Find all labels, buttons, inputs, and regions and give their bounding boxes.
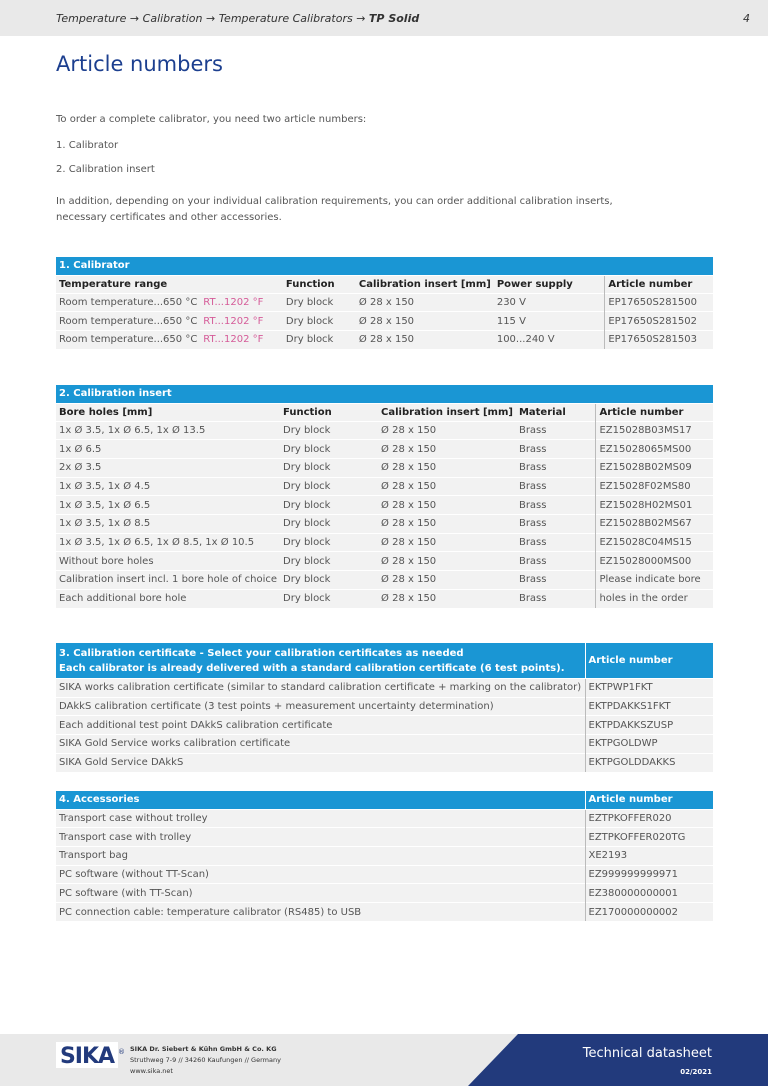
insert: Ø 28 x 150 [356, 330, 494, 349]
material: Brass [516, 421, 596, 440]
bore-holes: Without bore holes [56, 552, 280, 571]
function: Dry block [283, 312, 356, 331]
material: Brass [516, 533, 596, 552]
accessory-description: Transport case without trolley [56, 809, 585, 828]
table-row [56, 865, 713, 884]
table-row [56, 735, 713, 754]
article-number: EKTPGOLDWP [585, 735, 713, 754]
page-number: 4 [743, 12, 750, 25]
power: 230 V [494, 293, 605, 312]
table-row [56, 589, 713, 608]
function: Dry block [280, 496, 378, 515]
insert-table-title: 2. Calibration insert [56, 385, 713, 403]
article-number: EZTPKOFFER020 [585, 809, 713, 828]
page-title: Article numbers [56, 52, 223, 76]
intro-paragraph: To order a complete calibrator, you need two article numbers: [56, 114, 367, 125]
col-function: Function [283, 275, 356, 293]
article-number: EKTPDAKKS1FKT [585, 697, 713, 716]
range-celsius: Room temperature...650 °C [56, 312, 200, 331]
article-number: EZ15028F02MS80 [596, 477, 713, 496]
bore-holes: Calibration insert incl. 1 bore hole of choice [56, 571, 280, 590]
certificate-table [56, 643, 713, 772]
intro-item-1: 1. Calibrator [56, 140, 119, 151]
function: Dry block [280, 589, 378, 608]
calibrator-table [56, 257, 713, 349]
breadcrumb-current: TP Solid [368, 12, 420, 25]
article-number: EP17650S281502 [605, 312, 713, 331]
table-row [56, 552, 713, 571]
accessory-description: PC software (with TT-Scan) [56, 884, 585, 903]
range-celsius: Room temperature...650 °C [56, 293, 200, 312]
insert: Ø 28 x 150 [378, 514, 516, 533]
article-number: EZTPKOFFER020TG [585, 828, 713, 847]
accessory-description: Transport bag [56, 846, 585, 865]
table-row [56, 571, 713, 590]
function: Dry block [280, 571, 378, 590]
material: Brass [516, 477, 596, 496]
bore-holes: 1x Ø 3.5, 1x Ø 4.5 [56, 477, 280, 496]
power: 100...240 V [494, 330, 605, 349]
col-bore-holes: Bore holes [mm] [56, 403, 280, 421]
bore-holes: 1x Ø 3.5, 1x Ø 6.5, 1x Ø 8.5, 1x Ø 10.5 [56, 533, 280, 552]
col-article: Article number [596, 403, 713, 421]
insert: Ø 28 x 150 [378, 552, 516, 571]
col-power: Power supply [494, 275, 605, 293]
function: Dry block [283, 293, 356, 312]
col-insert: Calibration insert [mm] [356, 275, 494, 293]
function: Dry block [280, 421, 378, 440]
certificate-description: SIKA works calibration certificate (similar to standard calibration certificate + marking on the calibrator) [56, 679, 585, 698]
accessory-description: PC connection cable: temperature calibrator (RS485) to USB [56, 902, 585, 921]
table-row [56, 496, 713, 515]
function: Dry block [283, 330, 356, 349]
company-website: www.sika.net [130, 1067, 173, 1075]
insert: Ø 28 x 150 [356, 312, 494, 331]
col-material: Material [516, 403, 596, 421]
insert: Ø 28 x 150 [378, 421, 516, 440]
certificate-description: DAkkS calibration certificate (3 test points + measurement uncertainty determination) [56, 697, 585, 716]
insert: Ø 28 x 150 [356, 293, 494, 312]
header-bar [0, 0, 768, 36]
insert-table [56, 385, 713, 608]
certificate-table-title [56, 643, 585, 679]
article-number: EZ15028000MS00 [596, 552, 713, 571]
table-row [56, 697, 713, 716]
article-number: XE2193 [585, 846, 713, 865]
breadcrumb-path: Temperature → Calibration → Temperature Calibrators → [56, 12, 366, 25]
accessories-table-title: 4. Accessories [56, 791, 585, 809]
article-number: EKTPWP1FKT [585, 679, 713, 698]
table-row [56, 293, 713, 312]
bore-holes: 1x Ø 3.5, 1x Ø 6.5, 1x Ø 13.5 [56, 421, 280, 440]
accessory-description: Transport case with trolley [56, 828, 585, 847]
article-number: EZ380000000001 [585, 884, 713, 903]
calibrator-table-title: 1. Calibrator [56, 257, 713, 275]
range-fahrenheit: RT...1202 °F [200, 312, 283, 331]
insert: Ø 28 x 150 [378, 440, 516, 459]
accessories-table [56, 791, 713, 921]
article-number: EKTPDAKKSZUSP [585, 716, 713, 735]
table-row [56, 716, 713, 735]
article-number: holes in the order [596, 589, 713, 608]
function: Dry block [280, 458, 378, 477]
power: 115 V [494, 312, 605, 331]
certificate-description: SIKA Gold Service DAkkS [56, 753, 585, 772]
article-number: EZ170000000002 [585, 902, 713, 921]
svg-text:SIKA: SIKA [59, 1044, 115, 1068]
intro-item-2: 2. Calibration insert [56, 164, 155, 175]
col-article: Article number [585, 643, 713, 679]
article-number: EZ15028B02MS67 [596, 514, 713, 533]
table-row [56, 330, 713, 349]
insert: Ø 28 x 150 [378, 589, 516, 608]
article-number: EZ15028B03MS17 [596, 421, 713, 440]
bore-holes: 1x Ø 3.5, 1x Ø 8.5 [56, 514, 280, 533]
bore-holes: 1x Ø 3.5, 1x Ø 6.5 [56, 496, 280, 515]
table-row [56, 533, 713, 552]
table-row [56, 679, 713, 698]
sika-logo [56, 1042, 118, 1068]
intro-additional: In addition, depending on your individual calibration requirements, you can order additional calibration inserts, necessary certificates and other accessories. [56, 196, 613, 223]
table-row [56, 458, 713, 477]
range-celsius: Room temperature...650 °C [56, 330, 200, 349]
certificate-description: SIKA Gold Service works calibration certificate [56, 735, 585, 754]
bore-holes: 2x Ø 3.5 [56, 458, 280, 477]
col-temperature-range: Temperature range [56, 275, 283, 293]
certificate-description: Each additional test point DAkkS calibration certificate [56, 716, 585, 735]
col-function: Function [280, 403, 378, 421]
function: Dry block [280, 514, 378, 533]
article-number: Please indicate bore [596, 571, 713, 590]
table-row [56, 809, 713, 828]
company-address: Struthweg 7-9 // 34260 Kaufungen // Germany [130, 1056, 281, 1064]
table-row [56, 828, 713, 847]
material: Brass [516, 458, 596, 477]
table-row [56, 753, 713, 772]
doc-type: Technical datasheet [582, 1046, 712, 1061]
article-number: EP17650S281503 [605, 330, 713, 349]
table-row [56, 902, 713, 921]
bore-holes: Each additional bore hole [56, 589, 280, 608]
range-fahrenheit: RT...1202 °F [200, 293, 283, 312]
company-info [130, 1044, 281, 1077]
material: Brass [516, 589, 596, 608]
col-article: Article number [605, 275, 713, 293]
table-row [56, 884, 713, 903]
range-fahrenheit: RT...1202 °F [200, 330, 283, 349]
function: Dry block [280, 552, 378, 571]
insert: Ø 28 x 150 [378, 571, 516, 590]
material: Brass [516, 552, 596, 571]
col-insert: Calibration insert [mm] [378, 403, 516, 421]
insert: Ø 28 x 150 [378, 496, 516, 515]
article-number: EP17650S281500 [605, 293, 713, 312]
insert: Ø 28 x 150 [378, 477, 516, 496]
company-name: SIKA Dr. Siebert & Kühn GmbH & Co. KG [130, 1045, 277, 1053]
material: Brass [516, 514, 596, 533]
bore-holes: 1x Ø 6.5 [56, 440, 280, 459]
article-number: EZ15028B02MS09 [596, 458, 713, 477]
accessory-description: PC software (without TT-Scan) [56, 865, 585, 884]
certificate-title-line1: 3. Calibration certificate - Select your calibration certificates as needed [59, 648, 464, 659]
breadcrumb [56, 12, 419, 25]
material: Brass [516, 571, 596, 590]
table-row [56, 440, 713, 459]
table-row [56, 514, 713, 533]
material: Brass [516, 440, 596, 459]
table-row [56, 421, 713, 440]
function: Dry block [280, 533, 378, 552]
article-number: EZ15028065MS00 [596, 440, 713, 459]
function: Dry block [280, 477, 378, 496]
article-number: EZ15028C04MS15 [596, 533, 713, 552]
article-number: EKTPGOLDDAKKS [585, 753, 713, 772]
insert: Ø 28 x 150 [378, 533, 516, 552]
function: Dry block [280, 440, 378, 459]
article-number: EZ15028H02MS01 [596, 496, 713, 515]
article-number: EZ999999999971 [585, 865, 713, 884]
insert: Ø 28 x 150 [378, 458, 516, 477]
table-row [56, 312, 713, 331]
certificate-title-line2: Each calibrator is already delivered with a standard calibration certificate (6 test points). [59, 663, 565, 674]
table-row [56, 477, 713, 496]
table-row [56, 846, 713, 865]
material: Brass [516, 496, 596, 515]
doc-date: 02/2021 [680, 1068, 712, 1076]
footer [0, 1034, 768, 1086]
registered-icon: ® [118, 1048, 125, 1056]
col-article: Article number [585, 791, 713, 809]
